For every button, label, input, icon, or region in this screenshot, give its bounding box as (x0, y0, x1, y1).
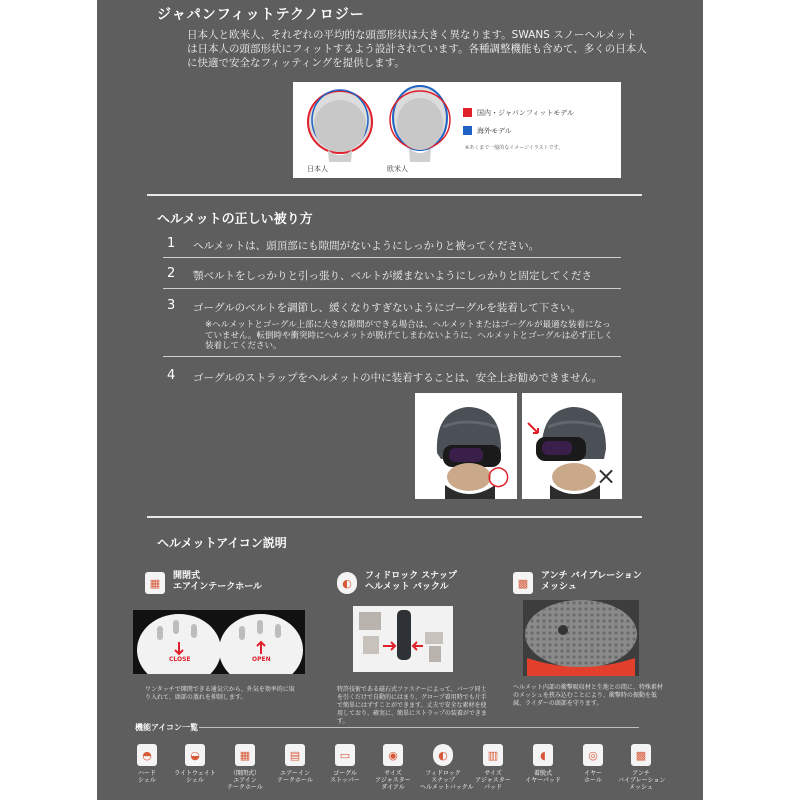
feature-1-photo (133, 610, 305, 674)
mesh-icon: ▩ (513, 572, 533, 594)
photo-incorrect-wearing (522, 393, 622, 499)
close-label: CLOSE (169, 656, 191, 663)
ear-hole-icon: ◎ (583, 744, 603, 766)
size-adjuster-dial-icon: ◉ (383, 744, 403, 766)
icon-label-anti-vibration-mesh: アンチ バイブレーション メッシュ (618, 770, 666, 791)
icon-list-title: 機能アイコン一覧 (135, 723, 198, 732)
hard-shell-icon: ◓ (137, 744, 157, 766)
section-title-icon-explanation: ヘルメットアイコン説明 (157, 536, 287, 550)
icon-list-rule (199, 727, 639, 728)
step-divider-1 (163, 257, 621, 258)
feature-3-title: アンチ バイブレーション メッシュ (541, 571, 642, 592)
label-western: 欧米人 (387, 165, 408, 173)
step-3-number: 3 (167, 298, 176, 313)
step-4-text: ゴーグルのストラップをヘルメットの中に装着することは、安全上お勧めできません。 (193, 372, 603, 384)
step-3-note: ※ヘルメットとゴーグル上部に大きな隙間ができる場合は、ヘルメットまたはゴーグルが最適な装着になっていません。転倒時や衝突時にヘルメットが脱げてしまわないように、ヘルメットとゴーグルは必ず正しく装着してください。 (205, 320, 613, 351)
mark-ng: × (596, 462, 617, 490)
icon-label-hard-shell: ハード シェル (137, 770, 156, 784)
divider-1 (147, 194, 642, 196)
step-1-number: 1 (167, 236, 176, 251)
icon-label-lightweight-shell: ライトウェイト シェル (174, 770, 216, 784)
air-intake-icon: ▤ (285, 744, 305, 766)
legend-red-label: 国内・ジャパンフィットモデル (477, 109, 574, 117)
label-japanese: 日本人 (307, 165, 328, 173)
feature-3-photo (523, 600, 639, 676)
icon-label-air-intake: エアーイン テークホール (277, 770, 313, 784)
section-title-how-to-wear: ヘルメットの正しい被り方 (157, 212, 313, 227)
fidlock-icon: ◐ (433, 744, 453, 766)
legend-red-swatch (463, 108, 472, 117)
icon-label-open-close-vent: （開閉式） エアイン テークホール (227, 770, 263, 791)
japan-fit-paragraph: 日本人と欧米人、それぞれの平均的な頭部形状は大きく異なります。SWANS スノーヘルメットは日本人の頭部形状にフィットするよう設計されています。各種調整機能も含めて、多くの日本人に快適で安全なフィッティングを提供します。 (187, 29, 647, 69)
icon-label-removable-ear-pad: 着脱式 イヤーパッド (525, 770, 561, 784)
icon-label-ear-hole: イヤー ホール (583, 770, 602, 784)
goggle-stopper-icon: ▭ (335, 744, 355, 766)
size-adjuster-pad-icon: ▥ (483, 744, 503, 766)
buckle-icon: ◐ (337, 572, 357, 594)
open-close-vent-icon: ▦ (235, 744, 255, 766)
head-shapes-illustration (293, 82, 621, 178)
removable-ear-pad-icon: ◖ (533, 744, 553, 766)
step-divider-3 (163, 356, 621, 357)
feature-2-desc: 特許技術である磁石式ファスナーによって、バーツ同士を引くだけで自動的にはまり、グローブ着用時でも片手で簡単にはずすことができます。丈夫で安全な素材を使用しており、確実に、簡単にストラップの装着ができます。 (337, 686, 487, 725)
feature-2-title: フィドロック スナップ ヘルメット バックル (365, 571, 457, 592)
photo-correct-wearing (415, 393, 517, 499)
feature-1-title: 開閉式 エアインテークホール (173, 571, 263, 592)
feature-2-photo (353, 606, 453, 672)
open-label: OPEN (252, 656, 271, 663)
icon-label-goggle-stopper: ゴーグル ストッパー (330, 770, 360, 784)
icon-label-size-adjuster-dial: サイズ アジャスター ダイアル (375, 770, 411, 791)
step-1-text: ヘルメットは、頭頂部にも隙間がないようにしっかりと被ってください。 (193, 240, 540, 252)
step-3-text: ゴーグルのベルトを調節し、緩くなりすぎないようにゴーグルを装着して下さい。 (193, 302, 581, 314)
feature-3-desc: ヘルメット内部の衝撃吸収材と生地との間に、特殊素材のメッシュを挟み込むことにより、衝撃時の振動を低減、ライダーの頭部を守ります。 (513, 684, 663, 707)
icon-label-size-adjuster-pad: サイズ アジャスター パッド (475, 770, 511, 791)
anti-vibration-mesh-icon: ▩ (631, 744, 651, 766)
mark-ok: ○ (487, 461, 510, 491)
diagram-note: ※あくまで一般的なイメージイラストです。 (465, 145, 564, 151)
divider-2 (147, 516, 642, 518)
step-2-text: 顎ベルトをしっかりと引っ張り、ベルトが緩まないようにしっかりと固定してくださ (193, 270, 592, 282)
document-page (97, 0, 703, 800)
lightweight-shell-icon: ◒ (185, 744, 205, 766)
step-4-number: 4 (167, 368, 176, 383)
legend-blue-swatch (463, 126, 472, 135)
step-2-number: 2 (167, 266, 176, 281)
section-title-japan-fit: ジャパンフィットテクノロジー (157, 7, 365, 23)
feature-1-desc: ワンタッチで開閉できる通気穴から、外気を効率的に取り入れて、頭部の蒸れを抑制します。 (145, 686, 295, 701)
step-divider-2 (163, 288, 621, 289)
vent-icon: ▦ (145, 572, 165, 594)
legend-blue-label: 海外モデル (477, 127, 512, 135)
icon-label-fidlock: フィドロック スナップ ヘルメットバックル (420, 770, 474, 791)
head-shape-diagram (293, 82, 621, 178)
